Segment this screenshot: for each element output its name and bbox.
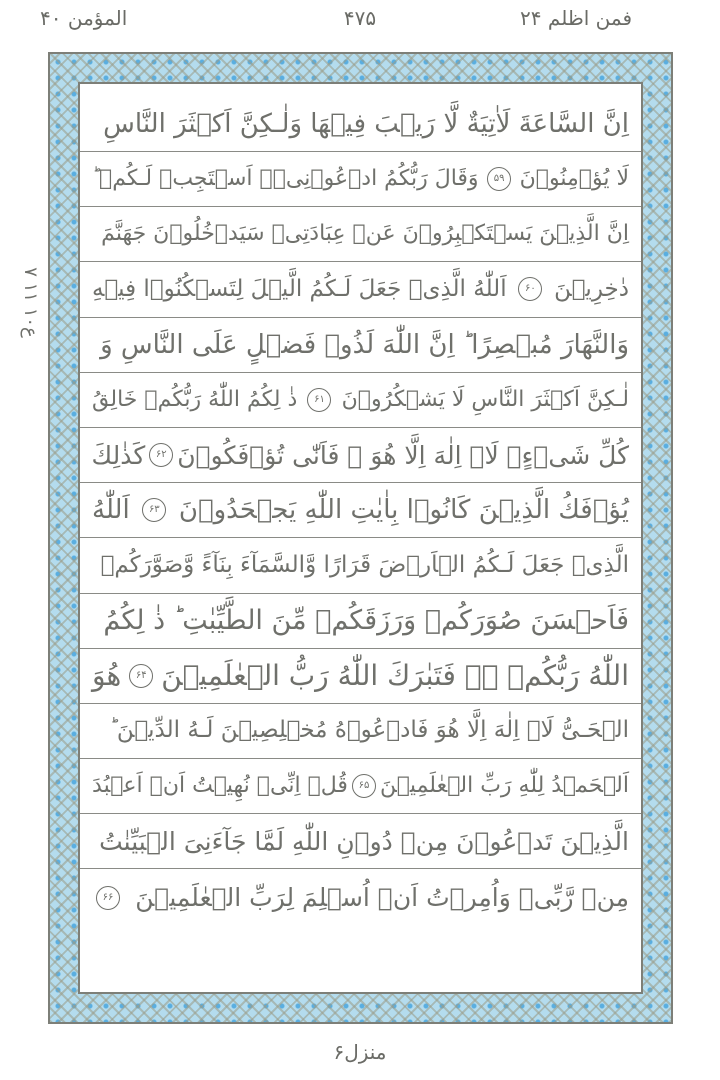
verse-end-marker: ۶۶ — [96, 886, 120, 910]
text-line — [80, 318, 641, 373]
verse-text: فَاَحۡسَنَ صُوَرَكُمۡ وَرَزَقَكُمۡ مِّنَ الطَّيِّبٰتِ‌ ؕ ذٰ لِكُمُ — [103, 605, 629, 637]
text-line — [80, 152, 641, 207]
verse-end-marker: ۵۹ — [487, 167, 511, 191]
verse-text: اَلۡحَمۡدُ لِلّٰهِ رَبِّ الۡعٰلَمِيۡنَ — [379, 773, 629, 799]
verse-text: كُلِّ شَىۡءٍ‌ۘ لَاۤ اِلٰهَ اِلَّا هُوَ‌ ۖ فَاَنّٰى تُؤۡفَكُوۡنَ — [177, 440, 629, 470]
text-line — [80, 428, 641, 483]
verse-text: لَا يُؤۡمِنُوۡنَ — [519, 166, 629, 192]
ruku-margin-marker — [10, 262, 50, 342]
text-panel — [78, 82, 643, 994]
verse-text: اَللّٰهُ الَّذِىۡ جَعَلَ لَـكُمُ الَّيۡلَ لِتَسۡكُنُوۡا فِيۡهِ — [92, 275, 507, 302]
verse-text: الَّذِيۡنَ تَدۡعُوۡنَ مِنۡ دُوۡنِ اللّٰهِ لَمَّا جَآءَنِىَ الۡبَيِّنٰتُ — [99, 826, 629, 856]
verse-text: اِنَّ الَّذِيۡنَ يَسۡتَكۡبِرُوۡنَ عَنۡ عِبَادَتِىۡ سَيَدۡخُلُوۡنَ جَهَنَّمَ — [101, 221, 629, 247]
verse-text: الَّذِىۡ جَعَلَ لَـكُمُ الۡاَرۡضَ قَرَارًا وَّالسَّمَآءَ بِنَآءً وَّصَوَّرَكُمۡ — [100, 551, 629, 578]
verse-end-marker: ۶۱ — [307, 388, 331, 412]
text-line — [80, 483, 641, 538]
verse-text: لٰـكِنَّ اَكۡثَرَ النَّاسِ لَا يَشۡكُرُوۡنَ — [341, 386, 629, 412]
text-line — [80, 594, 641, 649]
verse-text: اَللّٰهُ — [92, 495, 130, 526]
verse-text: دٰخِرِيۡنَ — [554, 275, 629, 302]
text-line — [80, 869, 641, 934]
text-line — [80, 649, 641, 704]
text-line — [80, 262, 641, 317]
verse-text: كَذٰلِكَ — [91, 440, 146, 470]
verse-end-marker: ۶۲ — [149, 443, 173, 467]
verse-text: قُلۡ اِنِّىۡ نُهِيۡتُ اَنۡ اَعۡبُدَ — [92, 773, 348, 799]
verse-text: مِنۡ رَّبِّىۡ وَاُمِرۡتُ اَنۡ اُسۡلِمَ لِرَبِّ الۡعٰلَمِيۡنَ — [135, 883, 629, 913]
text-line — [80, 704, 641, 759]
verse-text: وَالنَّهَارَ مُبۡصِرًا ؕ اِنَّ اللّٰهَ لَذُوۡ فَضۡلٍ عَلَى النَّاسِ وَ — [100, 329, 629, 360]
verse-text: اِنَّ السَّاعَةَ لَاٰتِيَةٌ لَّا رَيۡبَ فِيۡهَا وَلٰـكِنَّ اَكۡثَرَ النَّاسِ — [103, 108, 629, 139]
page-number: ۴۷۵ — [343, 6, 377, 30]
ruku-marker-text: ۷ ع۱۰ ۱۱ — [19, 266, 41, 338]
verse-text: اللّٰهُ رَبُّكُمۡ ۖۚ فَتَبٰرَكَ اللّٰهُ رَبُّ الۡعٰلَمِيۡنَ — [161, 658, 629, 692]
manzil-footer: منزل۶ — [333, 1040, 387, 1064]
verse-end-marker: ۶۰ — [518, 277, 542, 301]
text-line — [80, 207, 641, 262]
verse-text: وَقَالَ رَبُّكُمُ ادۡعُوۡنِىۡۤ اَسۡتَجِبۡ لَـكُمۡ ؕ — [92, 166, 479, 192]
verse-text: يُؤۡفَكُ الَّذِيۡنَ كَانُوۡا بِاٰيٰتِ اللّٰهِ يَجۡحَدُوۡنَ — [178, 495, 629, 526]
header-surah-name: المؤمن ۴۰ — [40, 6, 128, 30]
verse-end-marker: ۶۳ — [142, 498, 166, 522]
verse-text: الۡحَـىُّ لَاۤ اِلٰهَ اِلَّا هُوَ فَادۡعُوۡهُ مُخۡلِصِيۡنَ لَـهُ الدِّيۡنَ ؕ — [109, 717, 629, 744]
verse-text: هُوَ — [92, 658, 122, 692]
verse-text: ذٰ لِكُمُ اللّٰهُ رَبُّكُمۡ خَالِقُ — [92, 386, 298, 412]
verse-end-marker: ۶۵ — [352, 774, 376, 798]
verse-end-marker: ۶۴ — [129, 664, 153, 688]
text-line — [80, 814, 641, 869]
text-line — [80, 759, 641, 814]
header-surah-juz-name: فمن اظلم ۲۴ — [520, 6, 632, 30]
text-line — [80, 373, 641, 428]
text-line — [80, 538, 641, 593]
text-line — [80, 84, 641, 152]
